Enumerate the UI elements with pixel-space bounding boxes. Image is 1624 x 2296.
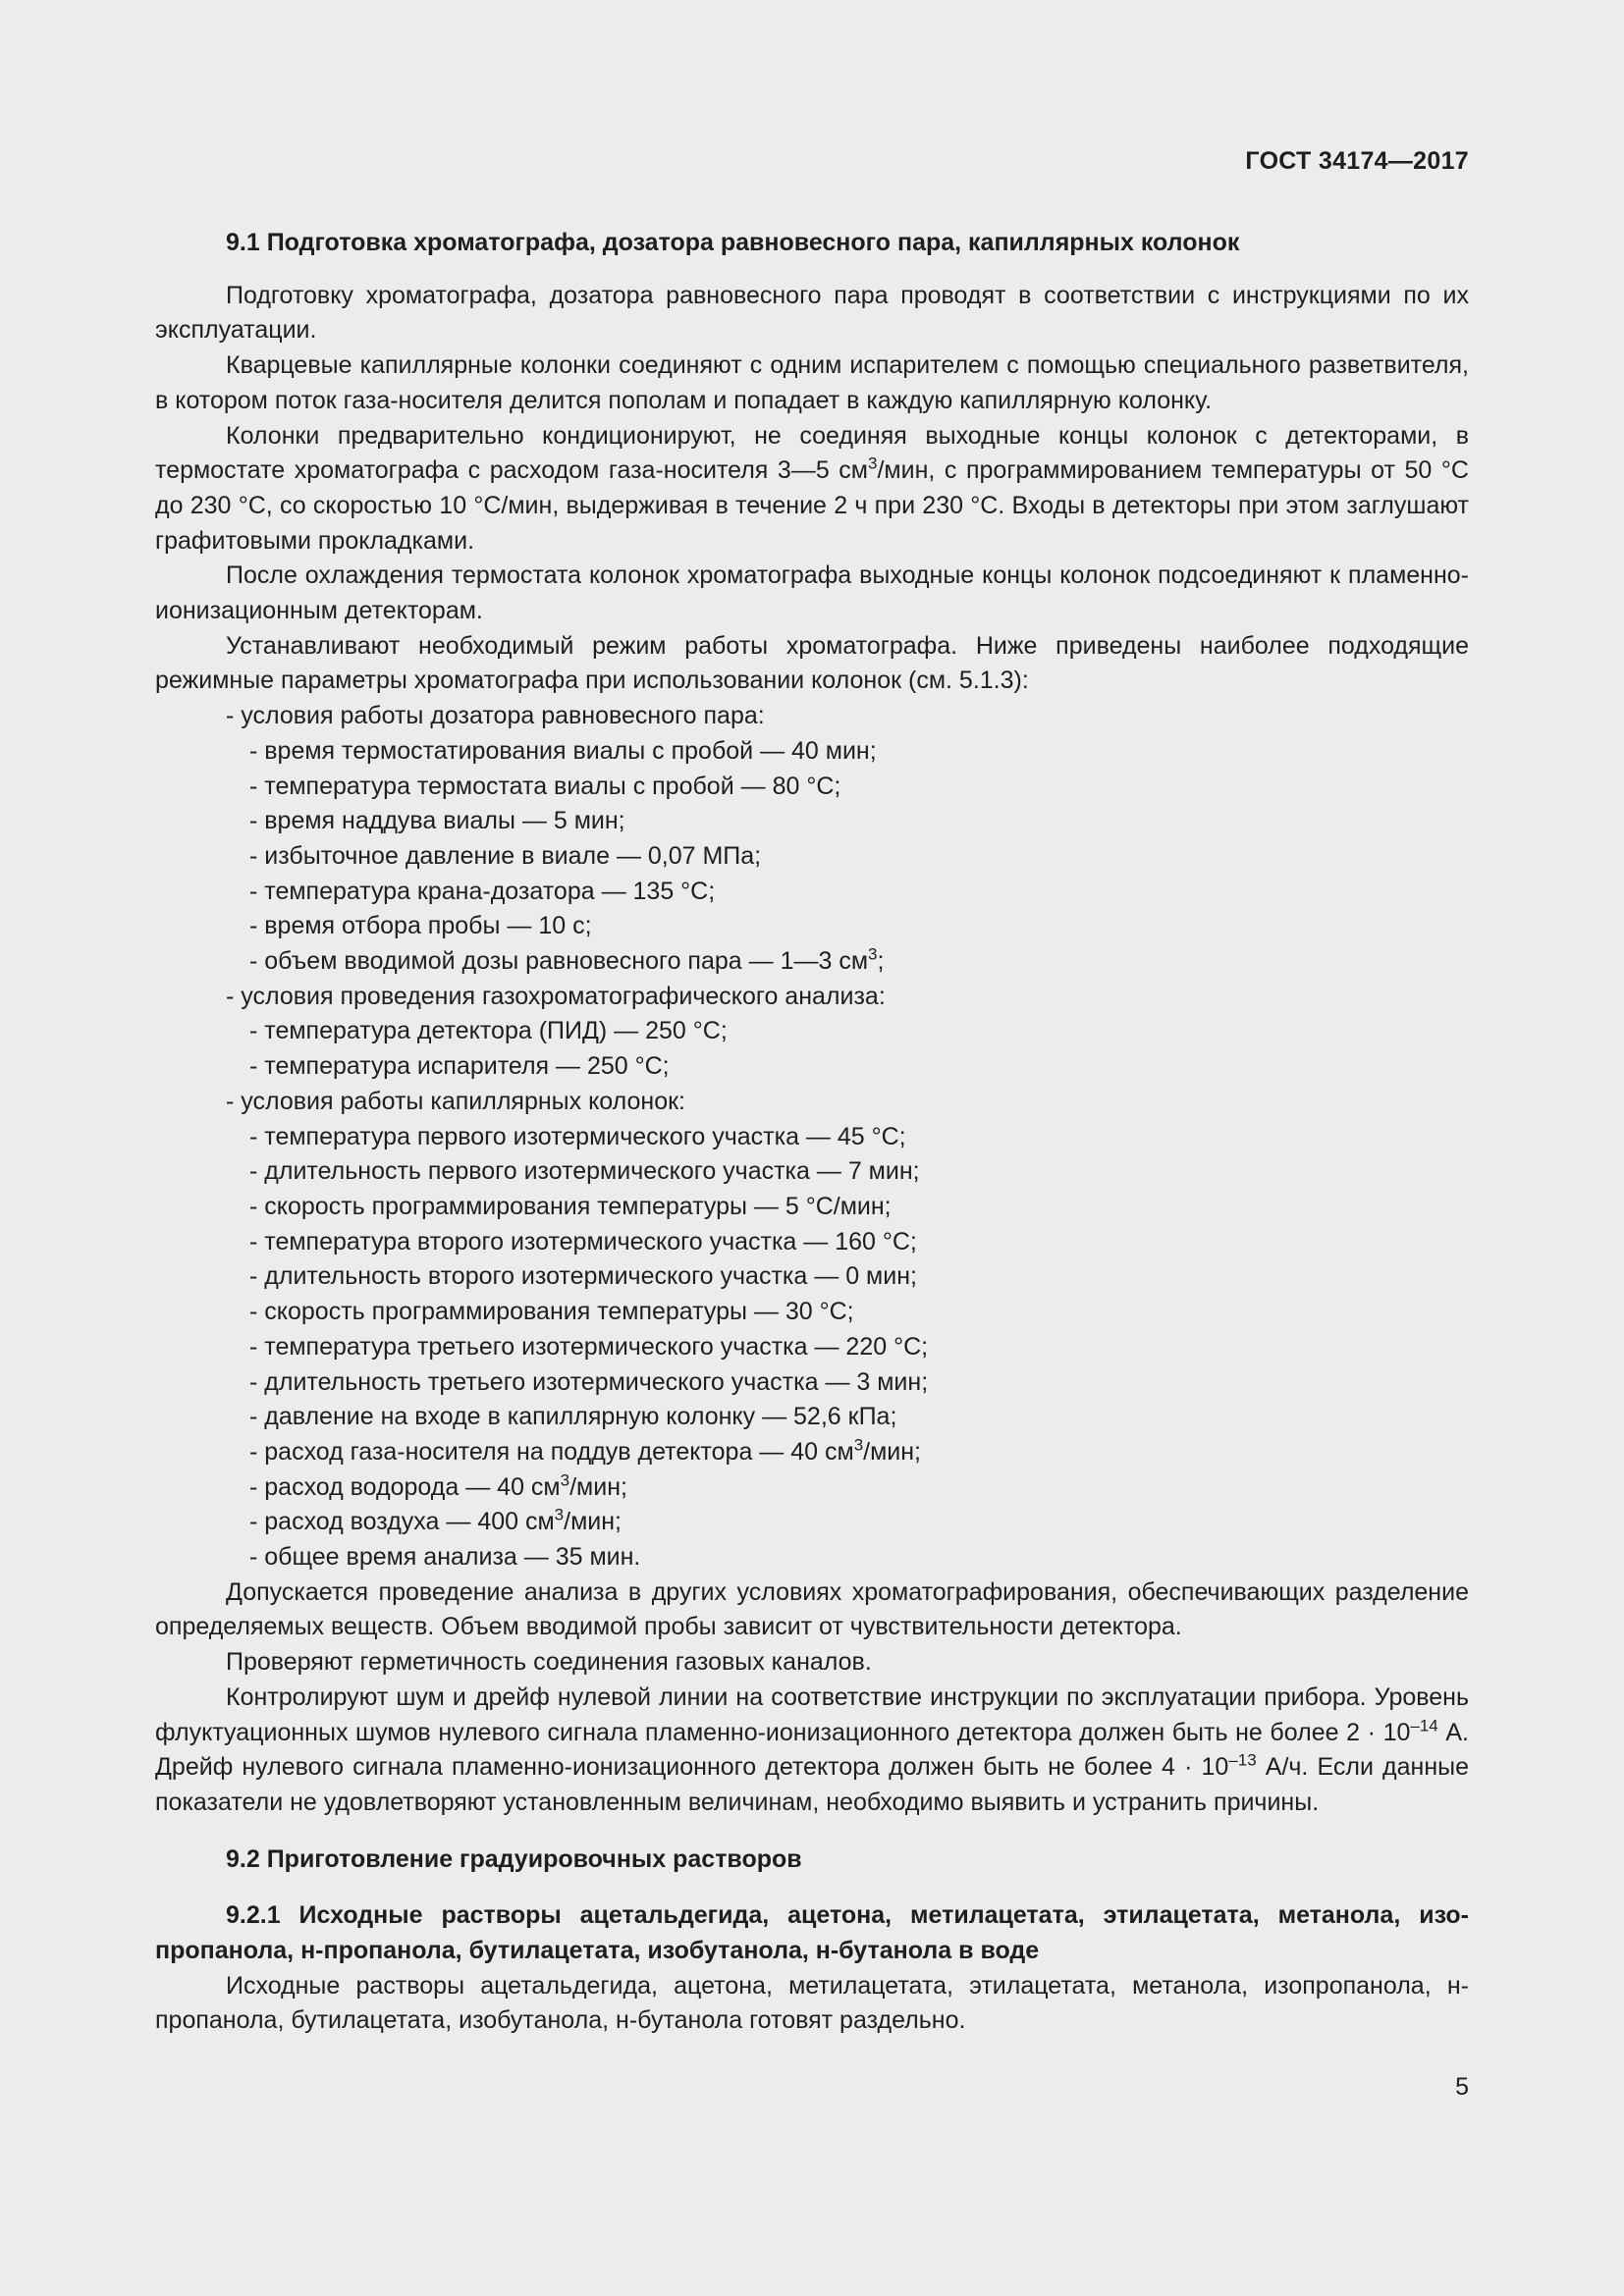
paragraph: Колонки предварительно кондиционируют, не соединяя выходные концы колонок с детекторами, в термостате хроматографа с расходом газа-носителя 3—5 $см^3$/мин, с программированием температуры от 50 °С до 230 °С, со скоростью 10 °С/мин, выдерживая в течение 2 ч при 230 °С. Входы в детекторы при этом заглушают графитовыми прокладками. bbox=[155, 421, 1469, 555]
list-item: - температура детектора (ПИД) — 250 °С; bbox=[249, 1017, 728, 1045]
list-item: - объем вводимой дозы равновесного пара — 1—3 $см^3$; bbox=[249, 944, 885, 976]
paragraph: Проверяют герметичность соединения газовых каналов. bbox=[226, 1648, 872, 1677]
page-number: 5 bbox=[1455, 2073, 1469, 2101]
list-item: - температура второго изотермического участка — 160 °С; bbox=[249, 1227, 917, 1255]
list-group-title: - условия проведения газохроматографического анализа: bbox=[226, 982, 886, 1010]
paragraph: Подготовку хроматографа, дозатора равновесного пара проводят в соответствии с инструкциями по их эксплуатации. bbox=[155, 281, 1469, 345]
list-item: - время отбора пробы — 10 с; bbox=[249, 912, 592, 940]
list-item: - температура термостата виалы с пробой — 80 °С; bbox=[249, 772, 841, 800]
page-body bbox=[155, 226, 1469, 2039]
paragraph: Исходные растворы ацетальдегида, ацетона, метилацетата, этилацетата, метанола, изопропанола, н-пропанола, бутилацетата, изобутанола, н-бутанола готовят раздельно. bbox=[155, 1971, 1469, 2035]
superscript: 3 bbox=[868, 454, 878, 473]
section-9-2-1-heading: 9.2.1 Исходные растворы ацетальдегида, ацетона, метилацетата, этилацетата, метанола, изо-пропанола, н-пропанола, бутилацетата, изобутанола, н-бутанола в воде bbox=[155, 1901, 1469, 1965]
document-header: ГОСТ 34174—2017 bbox=[1245, 147, 1469, 175]
section-9-2-heading: 9.2 Приготовление градуировочных растворов bbox=[226, 1844, 802, 1873]
list-item: - скорость программирования температуры — 5 °С/мин; bbox=[249, 1192, 892, 1220]
paragraph: Контролируют шум и дрейф нулевой линии на соответствие инструкции по эксплуатации прибора. Уровень флуктуационных шумов нулевого сигнала пламенно-ионизационного детектора должен быть не более $2 \cdot 10^{-14}$ А. Дрейф нулевого сигнала пламенно-ионизационного детектора должен быть не более $4 \cdot 10^{-13}$ А/ч. Если данные показатели не удовлетворяют установленным величинам, необходимо выявить и устранить причины. bbox=[155, 1682, 1470, 1816]
list-item: - температура первого изотермического участка — 45 °С; bbox=[249, 1122, 906, 1150]
list-item: - общее время анализа — 35 мин. bbox=[249, 1543, 641, 1572]
list-item: - температура испарителя — 250 °С; bbox=[249, 1052, 670, 1081]
list-group-title: - условия работы капиллярных колонок: bbox=[226, 1087, 686, 1115]
paragraph: Кварцевые капиллярные колонки соединяют с одним испарителем с помощью специального разветвителя, в котором поток газа-носителя делится пополам и попадает в каждую капиллярную колонку. bbox=[155, 351, 1469, 414]
list-item: - время наддува виалы — 5 мин; bbox=[249, 807, 625, 835]
list-item: - длительность первого изотермического участка — 7 мин; bbox=[249, 1157, 920, 1186]
list-item: - длительность второго изотермического участка — 0 мин; bbox=[249, 1262, 917, 1291]
list-item: - время термостатирования виалы с пробой — 40 мин; bbox=[249, 736, 877, 765]
list-item: - температура третьего изотермического участка — 220 °С; bbox=[249, 1332, 929, 1361]
list-item: - избыточное давление в виале — 0,07 МПа; bbox=[249, 841, 762, 870]
section-9-1-heading: 9.1 Подготовка хроматографа, дозатора равновесного пара, капиллярных колонок bbox=[226, 229, 1240, 256]
paragraph: Устанавливают необходимый режим работы хроматографа. Ниже приведены наиболее подходящие режимные параметры хроматографа при использовании колонок (см. 5.1.3): bbox=[155, 631, 1469, 695]
list-item: - длительность третьего изотермического участка — 3 мин; bbox=[249, 1367, 929, 1396]
paragraph: Допускается проведение анализа в других условиях хроматографирования, обеспечивающих разделение определяемых веществ. Объем вводимой пробы зависит от чувствительности детектора. bbox=[155, 1577, 1469, 1641]
paragraph: После охлаждения термостата колонок хроматографа выходные концы колонок подсоединяют к пламенно-ионизационным детекторам. bbox=[155, 561, 1469, 625]
list-item: - расход газа-носителя на поддув детектора — 40 $см^3$/мин; bbox=[249, 1435, 922, 1466]
list-item: - температура крана-дозатора — 135 °С; bbox=[249, 877, 716, 905]
list-group-title: - условия работы дозатора равновесного пара: bbox=[226, 702, 765, 730]
list-item: - расход воздуха — 400 $см^3$/мин; bbox=[249, 1505, 622, 1536]
list-item: - давление на входе в капиллярную колонку — 52,6 кПа; bbox=[249, 1403, 897, 1431]
list-item: - скорость программирования температуры — 30 °С; bbox=[249, 1298, 854, 1326]
list-item: - расход водорода — 40 $см^3$/мин; bbox=[249, 1470, 627, 1501]
